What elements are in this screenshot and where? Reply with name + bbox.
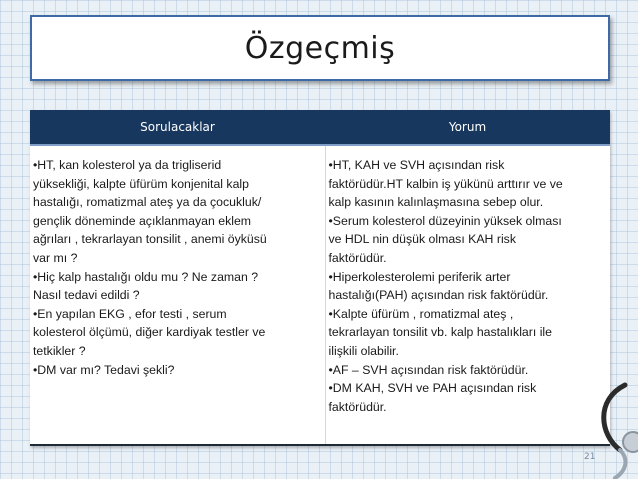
table-header-row [30,110,610,145]
comment-line: hastalığı(PAH) açısından risk faktörüdür. [328,288,549,303]
comments-cell [325,145,610,445]
question-line: ağrıları , tekrarlayan tonsilit , anemi öyküsü [33,232,267,247]
question-line: kolesterol ölçümü, diğer kardiyak testler ve [33,325,266,340]
comment-line: kalp kasının kalınlaşmasına sebep olur. [328,195,544,210]
content-table [30,110,610,446]
header-yorum: Yorum [325,110,610,145]
questions-cell [30,145,325,445]
slide-title: Özgeçmiş [244,30,396,66]
question-line: var mı ? [33,250,78,265]
comment-line: faktörüdür. [328,250,387,265]
comment-line: •Serum kolesterol düzeyinin yüksek olması [328,213,562,228]
question-line: •DM var mı? Tedavi şekli? [33,362,175,377]
page-number: 21 [584,452,596,462]
comment-line: •DM KAH, SVH ve PAH açısından risk [328,381,537,396]
question-line: tetkikler ? [33,343,86,358]
comparison-table [30,110,610,446]
question-line: gençlik döneminde açıklanmayan eklem [33,213,252,228]
comment-line: •AF – SVH açısından risk faktörüdür. [328,362,529,377]
question-line: •En yapılan EKG , efor testi , serum [33,306,227,321]
comment-line: •HT, KAH ve SVH açısından risk [328,158,505,172]
comment-line: •Kalpte üfürüm , romatizmal ateş , [328,306,514,321]
comment-line: ve HDL nin düşük olması KAH risk [328,232,516,247]
comment-line: •Hiperkolesterolemi periferik arter [328,269,511,284]
question-line: Nasıl tedavi edildi ? [33,288,140,303]
question-line: •Hiç kalp hastalığı oldu mu ? Ne zaman ? [33,269,259,284]
question-line: hastalığı, romatizmal ateş ya da çocukluk/ [33,195,262,210]
comment-line: faktörüdür.HT kalbin iş yükünü arttırır ve ve [328,176,563,191]
table-row [30,145,610,445]
question-line: •HT, kan kolesterol ya da trigliserid [33,158,222,172]
header-sorulacaklar: Sorulacaklar [30,110,325,145]
stethoscope-icon [585,380,638,479]
comment-line: ilişkili olabilir. [328,343,399,358]
title-box [30,15,610,81]
question-line: yüksekliği, kalpte üfürüm konjenital kalp [33,176,249,191]
comment-line: faktörüdür. [328,399,387,414]
comment-line: tekrarlayan tonsilit vb. kalp hastalıkları ile [328,325,552,340]
